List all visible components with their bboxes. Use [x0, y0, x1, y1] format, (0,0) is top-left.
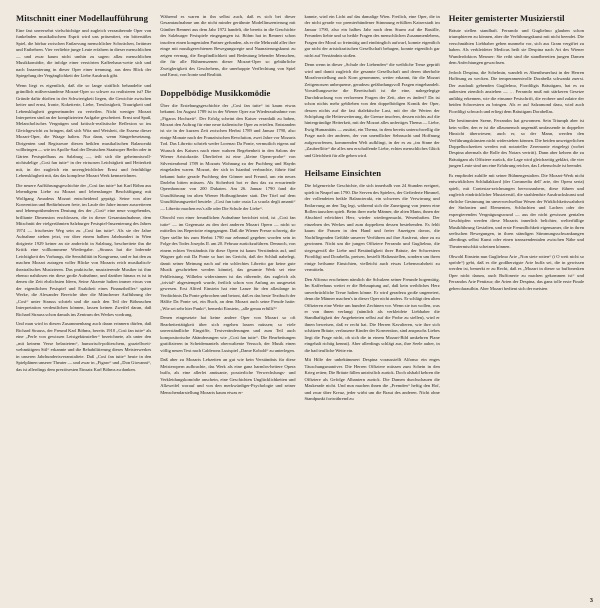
paragraph: Obwohl von einer freundlichen Aufnahme berichtet wird, ist „Così fan tutte“ — im Gegensatz zu den drei anderen Mozart Opern — nicht so mittellos ins Repertoire eingegangen. Daß die Wiener Presse schweig, die Oper stellte bis zum Herbst 1790 nur zehnmal gegeben worden sein in Folge des Todes Josephs II. am 20. Februar zurückzuführen. Dennoch, von einem echten Verständnis für diese Opern ist kaum Verständnis auf, und Wagner gab mit Da Ponte so hart ins Gericht, daß der Schluß nahelegt, damit seiner Meinung nach auf ein schlechtes Libretto gar keine gute Musik geschrieben werden könnte), das gesamte Werk sei eine Fehlleistung. Wilhelm widersinnen ist das rührende, das zugleich als „trivial“ abgestempelt wurde, freilich schon von Anfang an ausgesetzt gewesen. Erst Alfred Einstein hat eine Lanze für den allzulange in Verdächtnis Da Ponte gebrochen und betont, daß es das beste Textbuch der Hälfte Da Ponte sei, ein Buch, an dem Mozart auch seine Freude hatte: „Wie sei sehr hier Punkt“, bemerkt Einstein, „alle genau erfüllt?“ — [160, 215, 296, 311]
paragraph: Bräute stellen standhaft. Ferrando und Guglielmo glauben schon triumphieren zu können, aber die Verführungskunst mit nicht beendet. Die verschmähten Liebhaber geben nunmehr vor, sich aus Gram vergiftet zu haben. Als verkleideter Medicus heilt sie Despina nach Art des Wiener Wunderdoktors Mesmer: Sie reibt sind die standbereiten jungen Damen dem Anfechtungen gewachsen. — [448, 27, 584, 66]
paragraph: Jedoch Despina, die Schelmin, wandelt es Abentheuerlust in der Herren Hoffnung zu wecken. Die temperamentvolle Dorabella schwankt zuerst. Der ausdauli gebenden Guglielmo, Fiordiligis Bräutigam, hat es zu außersten ziemlich anziehen — … Ferrando muß mit stärkeren Gesetze unfähig erkennen, wie die einsame Festschrift, die erobere und zalaire der beiden Schwestern zu bringen. Als er auf Salzamond dazu, wird auch Fiordiligi schwach und erliegt dem Bräutigam Dorabellas. — [448, 69, 584, 114]
article-heading-heilsame-einsichten: Heilsame Einsichten — [304, 168, 382, 179]
paragraph: Denn wenn in dieser „Schule der Liebenden“ die weibliche Treue geprüft wird und damit zugleich die gesamte Gesellschaft und deren überholte Moralvorstellung auch Korn genommen, weiter erkannt, für die Mozart Zeitgenossen unbequeme, geradezu gefährdungsvoll Fragen eingehandelt. Vorstellungsweise die Bereitschaft ist die eine, nahegelegige Durchdruckung von verlorenen Fragen der Zeit, aber es ändert? Da ist schon nichts mehr geblieben von den doppelbödigen Komik der Oper, dessen nichts auf die fast dialektische Lust, mit der die Werten der Schöpfung die Heiterweiterung, die Grenze insofern, dessen nichts auf die hintergründige Heiterkeit, mit der Mozart alles unfertiges Thema — Liebe, Ewig Humanitäts — zusätzt, ein Thema, in dem bereits unterschwellig die Frage nach der anderen, der von unendlicher Sehnsucht und Hoffnung aufgeworfenen, kommenden Welt aufklingt, in der es zu „im Sinne der „Zauberflöte“ die alles neu erschaffende Liebe, echtes menschliches Glück und Gleichheit für alle geben wird. — [304, 62, 440, 158]
paragraph: Obwohl Einstein nun Guglielmo Arie „Non siete rotten“ (i O weit nicht so spröde“) gebt, daß es die großherzigste Arie buffa sei, die in gewissen werden ist, bemerkt er zu Recht, daß es „Mozart in dieser so buffonesken Oper nicht darum, auch Buffonerie zu machen gekommen ist“ und Ferrandos Arie Pentizur; die Arien der Despina, das ganz tolle erste Finale geben daraufhin. Aber Mozart bedient sich der meisten — [448, 253, 584, 291]
paragraph: Daß aber zu Mozarts Lebzeiten an gut wie kein Verständnis für diese Meisteropern aufbrachte, das Werk als eine ganz harmlos-heitere Opera buffa, als eine allerlei amüsante, possierliche Verwechslungs- und Verkleidungskomödie anschein, eine Geschichten Unglücklichkeiten und Allzweifel worauf und von den merkwürdiger-Psychologie und seiner Menschendarstellung Mozarts kaum etwas er- — [160, 357, 296, 395]
paragraph: Und man wird in diesen Zusammenhang auch daran erinnern dürfen, daß Richard Strauss, der Freund Karl Böhms, bereits 1910 „Così fan tutte“ als eine „Perle von gewissen Leistgekünstelter“ bezeichnete, als unter den „mit keinem Verse belastetem“, humorisch-politeschem, graziellweit-wehmütigem Stil“ erkannte und die Rehabilitierung dieses Meisterwerkes in unseren Jahrhundertsveranstaltete. Daß „Così fan tutte“ heute in den Spielplänen unserer Theater — und zwar in „Figaro“ und „Don Giovanni“, das ist allerdings dem preziösesten Einsatz Karl Böhms zu danken. — [16, 321, 152, 372]
text-columns — [16, 14, 584, 598]
column-3 — [305, 14, 440, 598]
column-1 — [16, 14, 151, 598]
paragraph: Die folgenreiche Geschichte, die sich innerhalb von 24 Stunden ereignet, spielt in Neapel um 1790. Die Serven des Spielers, der Gefiederte Himmel, der vollendeten heikle Balancierakt, ein schweres die Verwirrung und Entlarvung an den Tag legt, während sich die Zuneigung von jenem eine Rollen tauschen spielt. Beim ihrer mehr Männer, die alten Mann, ihnen der Abschied erleichtert Herr, wieder wiedergemacht, Wesenhaften. Der einzelnen des Werkes und zum doppeltem dessen bestehenden. Es fehlt kaum die Frauen in den Hand und freier Anzeigen davon, die Nachfliegenden Gefühle unsrerer Verführen auf ihre Ausfreut, ohne zu zu gewinnen. Nicht um die jungen Offiziere Ferrando und Guglielmo, die siegesgewiß die Liebe und Beständigkeit ihrer Bräute, der Schwestern Fiordiligi und Dorabella, preisen, bestellt Haltzustellen, sondern um ihren einige heilsame Einsichten, vielleicht auch etwas Lebenswahrheit zu vermitteln. — [304, 183, 440, 273]
column-2 — [160, 14, 295, 598]
paragraph: Während es waren in ihn selbst auch, daß es sich bei dieser Gesamtaufnahme um die nicht minder gerühmte Modellinszenierung mit Günther Rennert aus dem Jahr 1972 handelt, die bereits in die Geschichte des Salzburger Festspiele eingegangen ist. Böhm hat in Rennert schon insofern einen kongenialen Partner gefunden, als er die Mehrzahl aller ihre einge mit musikgerechtenen Bewegungsregie und Nuanzierungskunst zu zeigen vermag, die Empfindlichkeit und Bedeutung lebender Menschen, die für alle Bühnenszenen dieser Mozart-Oper so gebührliche Zweiglerigkeit des Geschehens, die unerhoppte Verflechtung von Spiel und Ernst, von Ironie und Realität. — [160, 14, 296, 78]
paragraph: Die neuere Aufführungsgeschichte der „Così fan tutte“ hat Karl Böhm aus lebendigem Liebe zu Mozart und lebenslanger Beschäftigung mit Wolfgang Amadeus Mozart entscheidend geprägt. Seine von alter Konvention und Bedürfnissen freie, im Laufe der Jahre immer ausweiteren und lebensprühenderen Deutung des der „Così“ eine neue vorgehendes, brilliante Dimension erschlossen, die in dieser Gesamtaufnahme, dem Mitschnitt der vielgerühmten Salzburger Festspiel-Inszenierung des Jahres 1974 — frischester Weg sein zu „Così fan tutte“. Als sie der Jahre Aufnahme stehen jetzt, vor über einem halben Jahrhundert in Wien dirigierte 1929 keiner an sie andreicht in Salzburg, beschreitete ihn die Kritik eine vollkommene Wiedergabe. „Strauss hat die lodernde Leichtigkeit des Vorhangs, die Sensibilität in Kongruenz, und er hat den zu machen Mozart zutragen voller Blicke von Mozarts reich musikalisch-theatralisches Musizieren. Das praktische, musizierende Musiker ist ihm ebenso nahtlosen ein diese große Aufnahme, und darüber hinaus es ist in denen die Zeit ehrlichsten Ideen, Seine Akzente halten immer etwas von der eigentlichen Festspiel und Exaktheit eines Finanzthrilles“ später Werke, die Alexander Bereiche über die Münchener Aufführung der „Così“ unter Strauss schrieb und die auch den Teil der Böhmschen Interpretation verdeutlichen können, lassen keinen Zweifel daran, daß Richard Strauss schon damals ins Zentrum des Werkes vordrang. — [16, 182, 152, 317]
page-number: 3 — [589, 597, 593, 604]
column-4 — [449, 14, 584, 598]
paragraph: Denen eingesetzte hat keine andere Oper von Mozart so oft Bearbeitertätigkeit über sich ergehen lassen müssen; so viele unverständliche Eingriffe, Textveränderungen und zum Teil auch kompositorische Abänderungen wie „Così fan tutte“. Die Bearbeitungen gratifizieren in Scheidemantels oberwaltente Versuch, der Musik einen völlig neuen Text nach Calderons Lustspiel „Dame Kobold“ zu unterlegen. — [160, 315, 296, 353]
article-heading-doppelboedige: Doppelbödige Musikkomödie — [160, 87, 271, 98]
paragraph: Es empfindet zuhilfe mit seiner Bühnengestalten. Die Mozart-Werk nicht entwirklichen Schlußakkord (der Commedia dell' arte, der Opera seria) spielt, mit Contestar-zeichnungen hervorzaubern, diese führen und zugleich eindrücklicher Musizierstil, die strahlendste Ausdruckskunst und ehrliche Gesinnung im unverwechselbar Wesen der Wirklichkeitswahrheit der Sinfonien und Elementen, Schluchten und Lachen oder der expergierenden Vergnügungswund — aus der nicht gewissen genialen Geschöpfen werden diese Mozarts innerlich belichter, welterfüllige Musikführung Gestalten, und erste Freundlichkeit eigensamer, die in ihren seelischen Bewegungen, in ihren ständigen Stimmungsschwankungen allerdings selbst Kunst oder einen transzendentalen zwischen Nähe und Theatermischkit scheinen können. — [448, 172, 584, 249]
paragraph: kannte, wird ein Licht auf das damalige Wien. Freilich, eine Oper, die in der nicht gerade vor premierbündener Stimmung erfüllten Kaiserstadt im Januar 1790, also ein halbes Jahr nach dem Sturm auf die Bastille, Freunden liebte und so heikle Fragen des menschlichen Zusammenlebens, Fragen der Moral so freimütig und eindringlich aufwarf, konnte eigentlich gar nicht der aristokratischen Gesellschaft behagen, konnte eigentlich gar nicht auf Verständnis stoßen. — [304, 14, 440, 58]
paragraph: Die bestimmten Szene, Ferrandos hat gewonnen. Sein Triumph aber ist kein voller, den er ist die allzumensch ungemäß umfassende in doppelter Hinsicht überwiesen; auch er, so der Mann, werden den Verführungskünsten nicht widerstehen können. Die beiden unweigerlichen Doppelhochzeiten werden mit notarieller Zeremonie eingelegt (wobei Despina abermals die Rolle des Notars vertritt). Dann aber kehren die zu Bräutigam als Offiziere zurück, die Lage wird gleichzeitig geklärt, die vier jungen Leute sind um eine Erfahrung reicher, das Lebenschule ist beendet. — [448, 118, 584, 169]
paragraph: Mit Hilfe der unbekümmert Despina vorausstellt Alfonso ein enges Täuschungsmanöver. Die Herren Offiziere müssen zum Schein in den Krieg reiten; Die Bräute fällen untröstlich zurück. Doch alsbald kehren die Offiziere als Gefolge Albaniern zurück. Die Damen durchschauen die Maskerade nicht. Und nun machen ihnen die „Fremden“ heftig den Hof, und zwar über Kreuz, jeder wirbt um die Braut des anderen. Nicht ohne Standpunkt fortwährend zu — [304, 357, 440, 402]
paragraph: Eine fast unversehrt vielschichtige und zugleich verzaubernde Oper von funkelnden musikalischem Esprit wird uns präsentiert, ein bittersüßes Spiel, die hörbar zwischen Entlarvung menschlicher Schwächen, Irrtümer und Entbehren. Vier verliebte junge Leute erfahren in dieser menschlichen — und zwar kaum nicht umhin zu sagen: allzu menschlichen Musikkomödie, die infolge einer verstörten Kaffeehaus-wette sich und nach Inszenierung in dieser Oper einer trennung, aus dem Blick der Spiegelung der Vergänglichkeit der Liebe Ausdruck gibt. — [16, 27, 152, 79]
article-heading-mitschnitt: Mitschnitt einer Modellaufführung — [16, 13, 149, 23]
article-heading-heiter-gemisterter: Heiter gemisterter Musizierstil — [448, 13, 565, 23]
paragraph: Den Alfonso erscheinen nämlich die Schulzen seiner Freunde hogemütig. Im Kaffeehaus wettet er die Behauptung auf, daß kein weibliches Herz unverbrüchliche Treue halten könne. Er wird geradezu große ungeneiert, denn die Männer machen's in dieser Oper nicht anders. Er schlägt den alten Offizieren eine Wette um hundert Zechinen vor. Wenn sie tun wollen, was er von ihnen verlangt (nämlich als verkleidete Liebhaber die Standhaftigkeit der Angebeteten selbst auf die Probe zu stellen), wird er ihnen beweisen, daß er recht hat. Die Herren Kavalieren, wie ihre sich schätzen Bräute, verlassene Kinder der Konvention, sind anspruchs Liebes liegt die Frage nicht, ob sich die in einem Mozart-Bild umkehren Plane eingehalt richtig kennst). Aber allerdings schlägt aus, ihre Seele auher, in die bad teufliche Wette ein. — [304, 276, 440, 353]
paragraph: Über die Erstehungsgeschichte der „Così fan tutte“ ist kaum etwas bekannt. Im August 1789 ist in der Wiener Oper zur Wiederaufnahme von „Figaros Hochzeit“. Der Erfolg scheint den Kaiser veranlaßt zu haben, Mozart den Auftrag für eine neue italienische Oper zu erteilen. Entstanden ist sie in der kurzen Zeit zwischen Herbst 1789 und Januar 1790, also einige Monate nach der Französischen Revolution, zwei Jahre vor Mozarts Tod. Das Libretto schrieb weder Lorenzo Da Ponte, vermutlich eigens auf Wunsch des Kaisers nach einer wahren Begebenheit in den Salons der Wiener Aristokratie. Überliefert ist eine „kleine Opern-probe“ von Silvesterabend 1789 in Mozarts Wohnung zu der Puchberg und Haydn eingeladen waren. Mozart, der sich in Istanbul verbrachte, führte fünf bekannt hatte gerade Puchberg den Gönner und Freund, um ein neues Darlehn bitten müssen. Als Sicherheit bot er ihm das zu erwartende Opernhonorar von 200 Dukaten. Am 26. Januar 1790 fand die Uraufführung im alten Wiener Hofburgtheater statt. Der Titel auf dem Uraufführungszettel beutele: „Così fan tutte ossia La scuola degli amanti“ — Libretto machen ess's alle oder Die Schule der Liebe“. — [160, 102, 296, 211]
paragraph: Wenn liegt es eigentlich, daß die so lange sträflich behandelte und gründlich mißverstandene Mozart-Oper so schwer zu realisieren ist? Die Gründe dafür dürften in der Schwierigkeit liegen, die Gewichte zwischen heiter und ernst, Ironie, Koketterie, Liebe, Treulosigkeit, Traurigkeit und Lebensklugheit gegeneinander zu verteilen. Nicht weniger Mozart Interpreten sind an der komplizierten Aufgabe gescheitert. Ernst und Spaß, Melancholisches Vergnügen und kritisch-realistische Reflexion so ins Gleichgewicht zu bringen, daß sich Witz und Weisheit, die Essenz dieser Mozart-Oper, die Waage halten. Nur dann, wenn Sängerbesetzung, Dirigenten und Regisseure diesen heiklen musikalischen Balanceakt vollbringen — wie im Apollo-Saal der Deutschen Staatsoper Berlin oder in Gärten Festspielhaus zu Salzburg —, teilt sich die geheimnisvoll-nichtsdelige „Così fan tutte“ in der virtuosen Leichtigkeit und Heiterkeit mit, in der zugleich ein unvergleichlicher Ernst und feinfühlige Lebensklugheit mit, das das komplexe Mozart Werk kennzeichnen. — [16, 82, 152, 179]
